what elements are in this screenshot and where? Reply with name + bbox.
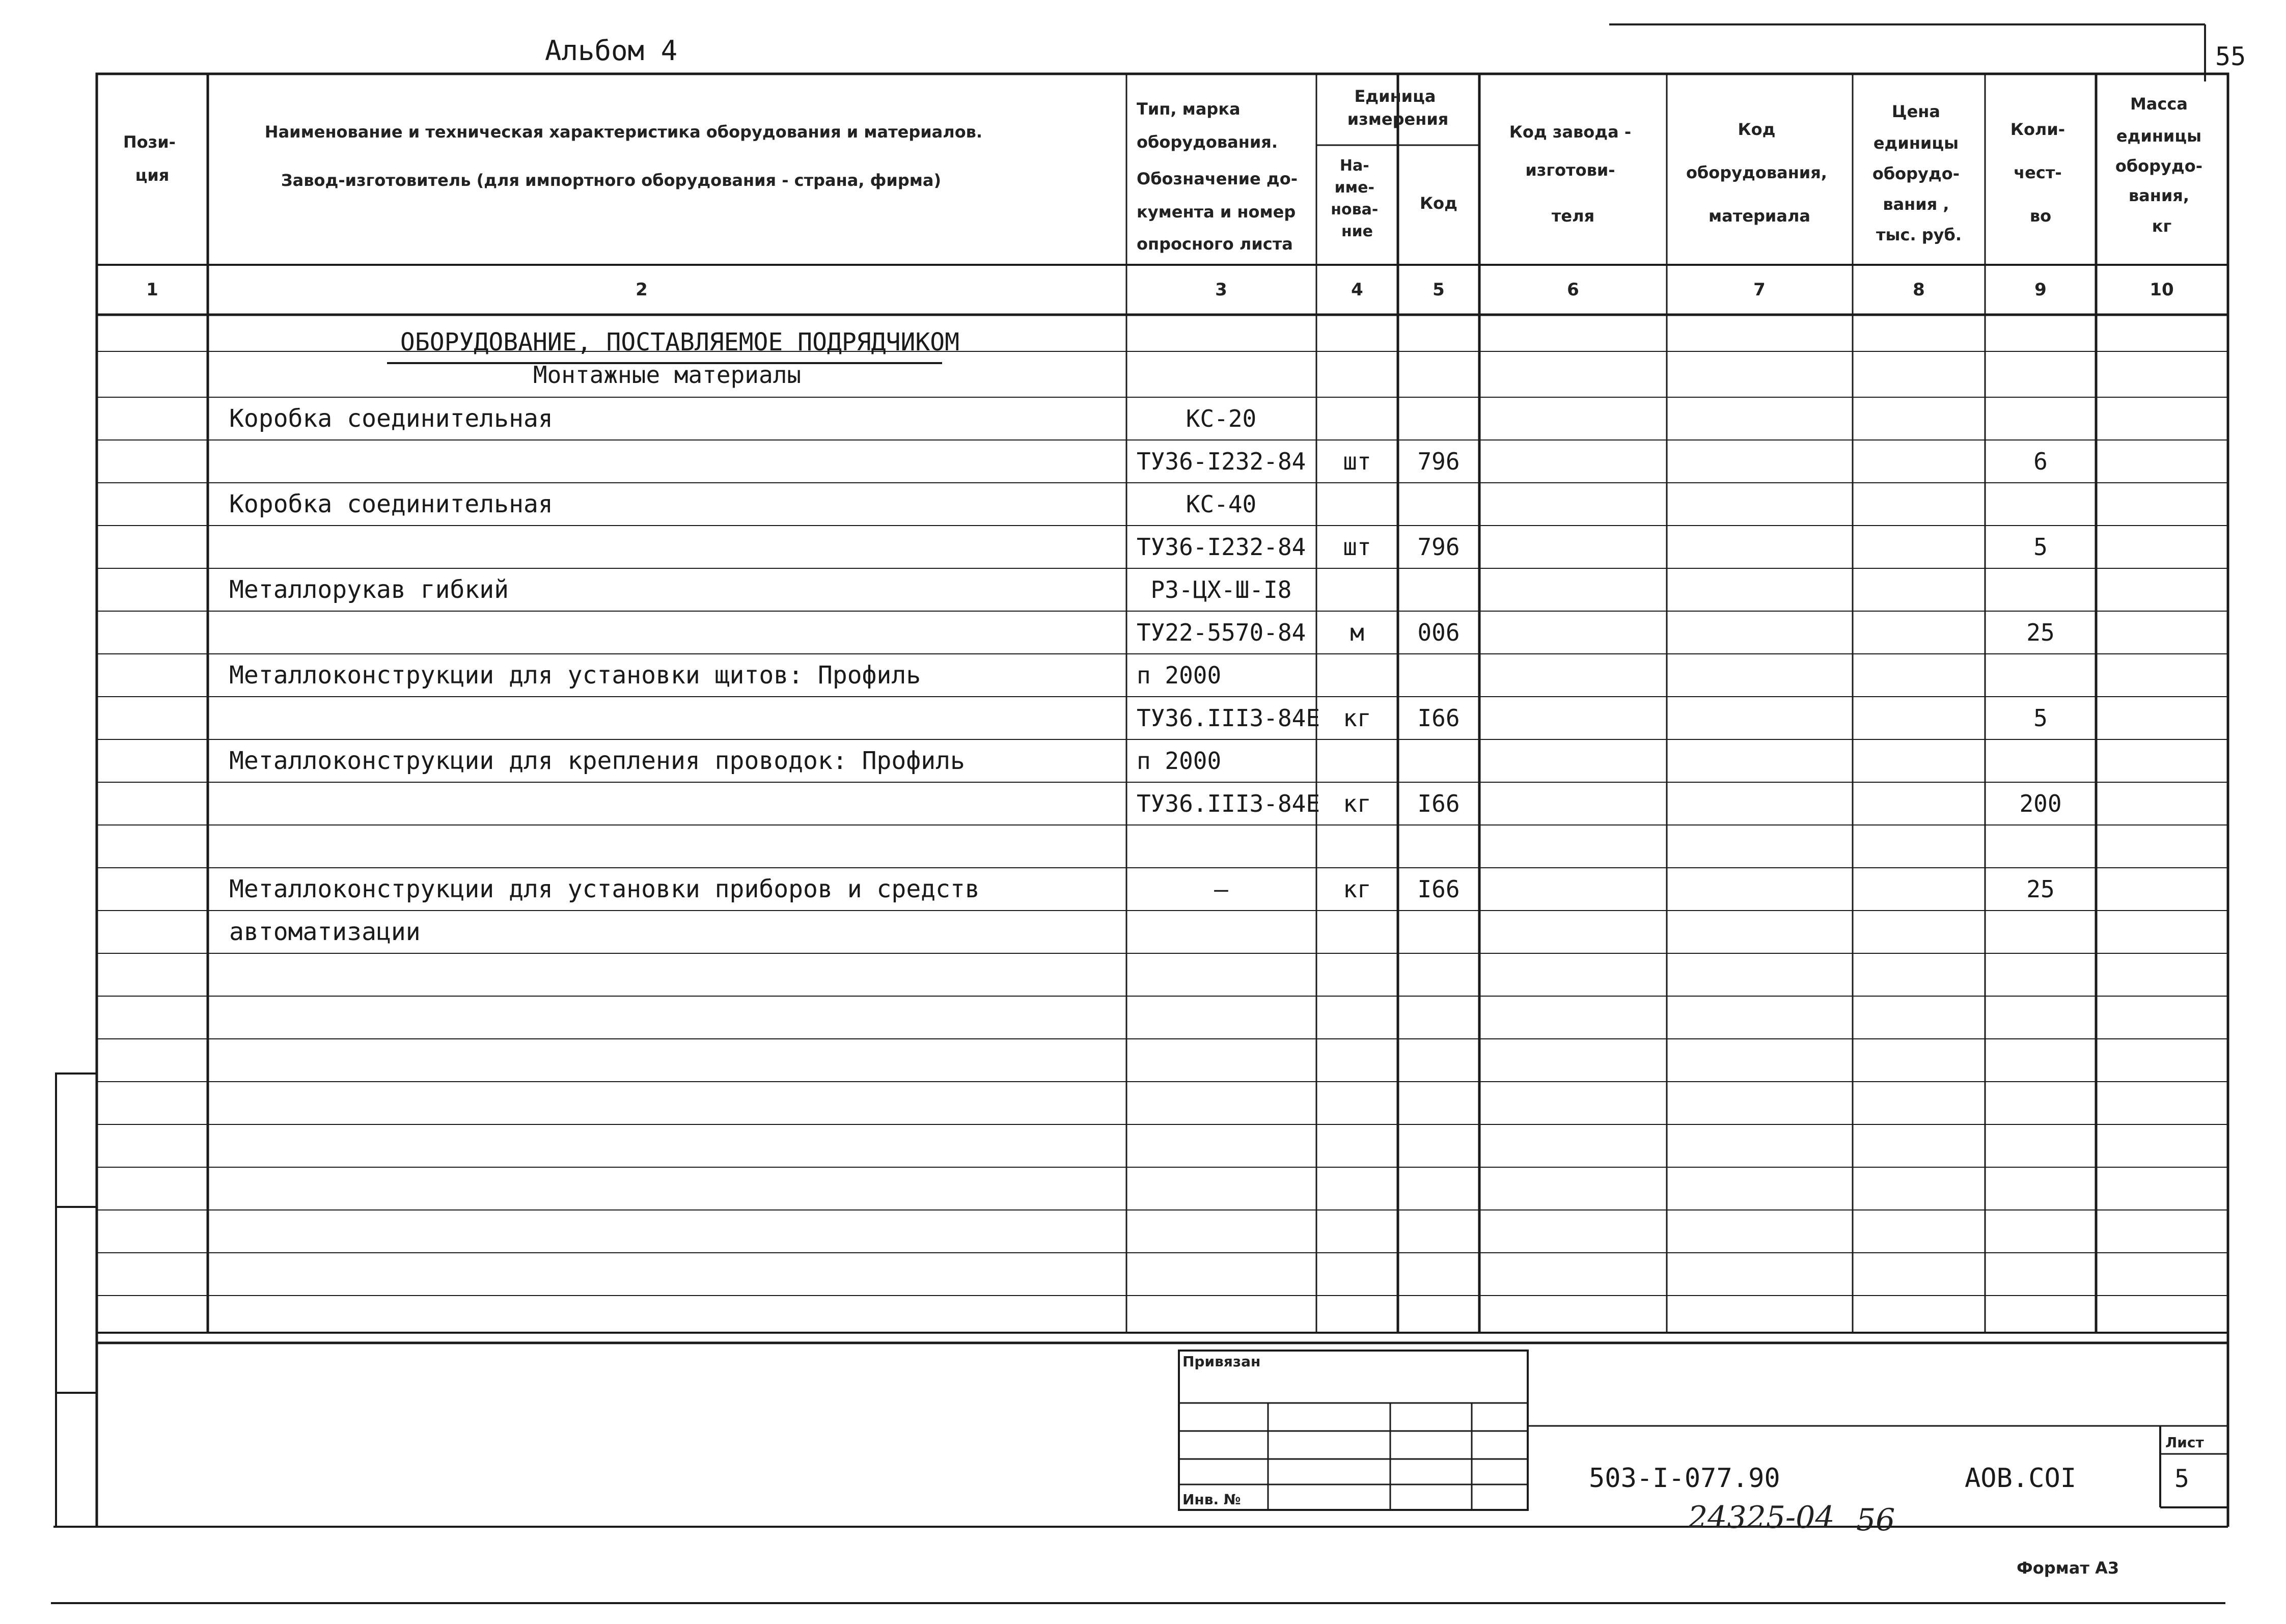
handwritten-inventory: 24325-04 — [1688, 1500, 1835, 1535]
cell-type: п 2000 — [1137, 662, 1222, 689]
cell-qty: 5 — [2033, 533, 2048, 561]
col-num-8: 8 — [1913, 280, 1925, 300]
cell-name: Коробка соединительная — [229, 404, 553, 433]
doc-mark: АОВ.СОI — [1965, 1463, 2077, 1494]
cell-qty: 6 — [2033, 448, 2048, 475]
header-col-3: Тип, марка оборудования. Обозначение до- кумента и номер опросного листа — [1137, 99, 1298, 254]
cell-unit: кг — [1343, 790, 1371, 817]
cell-qty: 5 — [2033, 704, 2048, 732]
cell-unit: м — [1350, 619, 1364, 646]
col-num-7: 7 — [1753, 280, 1766, 300]
cell-name: Металлоконструкции для установки приборов и средств — [229, 875, 980, 903]
cell-code: 796 — [1417, 448, 1460, 475]
col-num-1: 1 — [146, 280, 158, 300]
section-subtitle: Монтажные материалы — [533, 361, 802, 389]
col-num-5: 5 — [1433, 280, 1445, 300]
header-col-1: Пози- ция — [123, 132, 176, 185]
header-col-5: Код — [1420, 194, 1457, 213]
table-row — [229, 918, 421, 946]
cell-unit: шт — [1343, 448, 1371, 475]
privyazan-label: Привязан — [1182, 1353, 1261, 1370]
sheet-label: Лист — [2165, 1434, 2204, 1451]
cell-type: КС-20 — [1186, 405, 1257, 432]
cell-qty: 25 — [2026, 619, 2055, 646]
handwritten-page: 56 — [1856, 1502, 1895, 1538]
col-num-6: 6 — [1567, 280, 1579, 300]
cell-type: ТУ36-I232-84 — [1137, 448, 1306, 475]
cell-name: автоматизации — [229, 918, 421, 946]
header-col-2: Наименование и техническая характеристика оборудования и материалов. Завод-изготовитель (для импортного оборудования - страна, фирма) — [264, 122, 983, 190]
cell-type: ТУ36-I232-84 — [1137, 533, 1306, 561]
cell-type: РЗ-ЦХ-Ш-I8 — [1150, 576, 1292, 603]
col-num-2: 2 — [636, 280, 648, 300]
format-label: Формат А3 — [2017, 1558, 2119, 1578]
cell-unit: шт — [1343, 533, 1371, 561]
cell-unit: кг — [1343, 875, 1371, 903]
cell-code: I66 — [1417, 875, 1460, 903]
col-num-9: 9 — [2034, 280, 2047, 300]
doc-code: 503-I-077.90 — [1589, 1463, 1780, 1494]
header-unit-group: Единица измерения — [1347, 87, 1449, 129]
album-label: Альбом 4 — [545, 35, 678, 67]
cell-type: – — [1214, 875, 1228, 903]
section-title: ОБОРУДОВАНИЕ, ПОСТАВЛЯЕМОЕ ПОДРЯДЧИКОМ — [400, 328, 960, 356]
header-col-10: Масса единицы оборудо- вания, кг — [2115, 94, 2203, 236]
cell-type: ТУ36.III3-84Е — [1137, 790, 1320, 817]
page-number: 55 — [2215, 42, 2246, 71]
cell-code: 006 — [1417, 619, 1460, 646]
cell-name: Коробка соединительная — [229, 490, 553, 518]
cell-type: ТУ22-5570-84 — [1137, 619, 1306, 646]
header-col-9: Коли- чест- во — [2010, 120, 2065, 226]
cell-name: Металлоконструкции для установки щитов: Профиль — [229, 661, 921, 690]
cell-name: Металлорукав гибкий — [229, 575, 509, 604]
inv-label: Инв. № — [1182, 1491, 1241, 1508]
col-num-3: 3 — [1215, 280, 1227, 300]
header-col-6: Код завода - изготови- теля — [1509, 122, 1632, 226]
cell-type: п 2000 — [1137, 747, 1222, 775]
header-col-7: Код оборудования, материала — [1686, 120, 1827, 226]
cell-qty: 25 — [2026, 875, 2055, 903]
cell-code: I66 — [1417, 790, 1460, 817]
cell-type: КС-40 — [1186, 490, 1257, 518]
header-col-4: На- име- нова- ние — [1331, 157, 1379, 240]
cell-code: 796 — [1417, 533, 1460, 561]
sheet-number: 5 — [2174, 1465, 2189, 1493]
cell-type: ТУ36.III3-84Е — [1137, 704, 1320, 732]
header-col-8: Цена единицы оборудо- вания , тыс. руб. — [1872, 102, 1962, 244]
cell-unit: кг — [1343, 704, 1371, 732]
col-num-4: 4 — [1351, 280, 1363, 300]
cell-qty: 200 — [2019, 790, 2062, 817]
cell-code: I66 — [1417, 704, 1460, 732]
cell-name: Металлоконструкции для крепления проводок: Профиль — [229, 747, 965, 775]
col-num-10: 10 — [2150, 280, 2174, 300]
